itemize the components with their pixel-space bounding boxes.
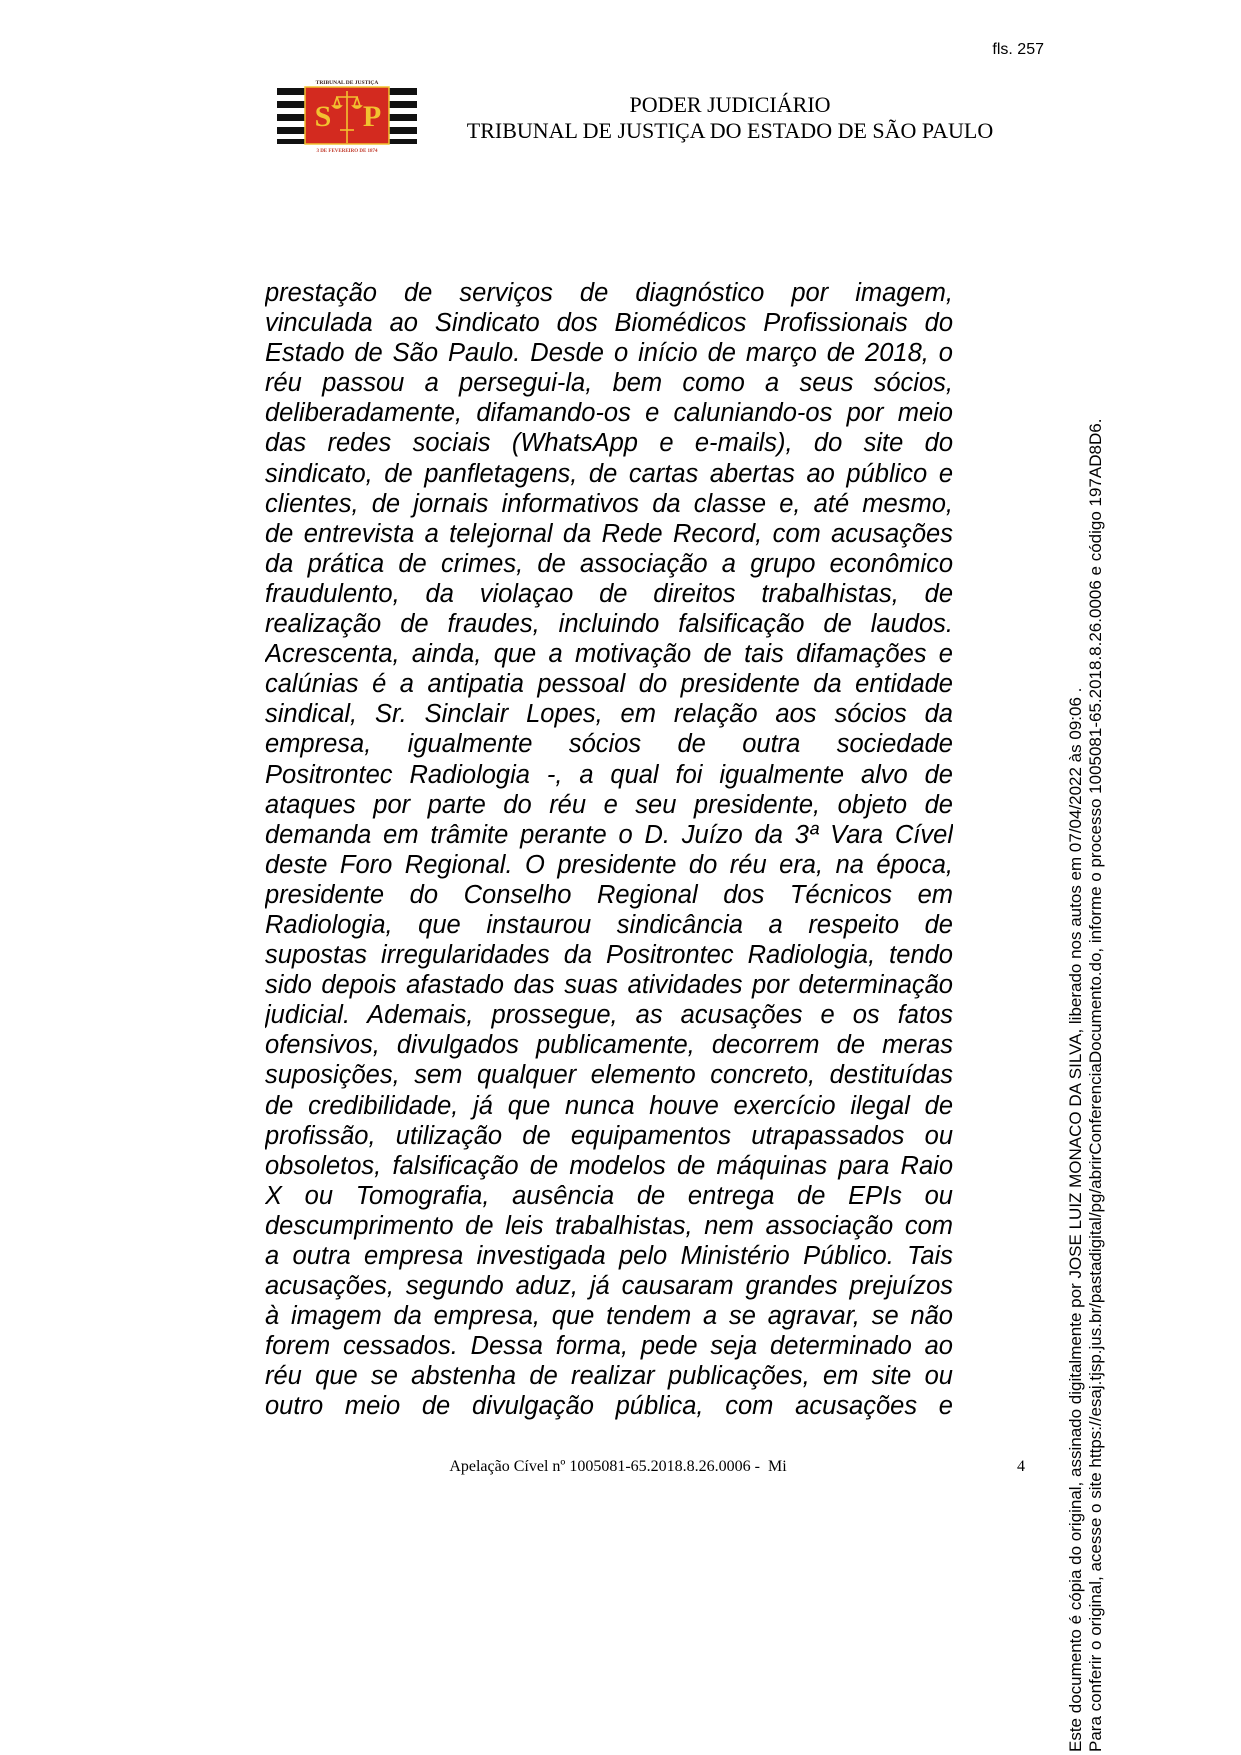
body-line: Acrescenta, ainda, que a motivação de tais difamações e: [265, 640, 953, 669]
logo-bottom-text: 3 DE FEVEREIRO DE 1874: [316, 149, 378, 154]
body-line: vinculada ao Sindicato dos Biomédicos Profissionais do: [265, 309, 953, 338]
folio-number: fls. 257: [992, 41, 1044, 58]
body-line: da prática de crimes, de associação a grupo econômico: [265, 549, 953, 578]
logo-letter-p: P: [362, 100, 382, 133]
body-line: à imagem da empresa, que tendem a se agravar, se não: [265, 1302, 953, 1331]
body-line: Radiologia, que instaurou sindicância a respeito de: [265, 910, 953, 939]
body-line: X ou Tomografia, ausência de entrega de EPIs ou: [265, 1181, 953, 1210]
body-line: Estado de São Paulo. Desde o início de março de 2018, o: [265, 339, 953, 368]
verification-stamp-line: Para conferir o original, acesse o site https://esaj.tjsp.jus.br/pastadigital/pg/abrirConferenciaDocumento.do, informe o processo 1005081-65.2018.8.26.0006 e código 197AD8D6.: [1086, 418, 1105, 1752]
body-line: a outra empresa investigada pelo Ministério Público. Tais: [265, 1242, 953, 1270]
body-line: sindicato, de panfletagens, de cartas abertas ao público e: [265, 459, 953, 488]
body-line: supostas irregularidades da Positrontec Radiologia, tendo: [265, 941, 953, 970]
page-number: 4: [1017, 1458, 1025, 1475]
body-line: de entrevista a telejornal da Rede Record, com acusações: [265, 519, 953, 548]
body-line: de credibilidade, já que nunca houve exercício ilegal de: [265, 1091, 953, 1120]
body-line: outro meio de divulgação pública, com acusações e: [265, 1392, 953, 1421]
body-line: calúnias é a antipatia pessoal do presidente da entidade: [265, 670, 953, 699]
body-line: profissão, utilização de equipamentos utrapassados ou: [265, 1121, 953, 1150]
body-line: forem cessados. Dessa forma, pede seja determinado ao: [265, 1332, 953, 1361]
signature-stamp-line: Este documento é cópia do original, assinado digitalmente por JOSE LUIZ MONACO DA SILVA, liberado nos autos em 07/04/2022 às 09:06 .: [1066, 687, 1085, 1752]
body-line: sindical, Sr. Sinclair Lopes, em relação aos sócios da: [265, 700, 953, 729]
body-line: réu que se abstenha de realizar publicações, em site ou: [265, 1362, 953, 1391]
body-line: clientes, de jornais informativos da classe e, até mesmo,: [265, 489, 953, 518]
body-line: suposições, sem qualquer elemento concreto, destituídas: [265, 1061, 953, 1090]
body-line: prestação de serviços de diagnóstico por imagem,: [265, 279, 953, 307]
logo-top-text: TRIBUNAL DE JUSTIÇA: [315, 80, 379, 86]
body-line: ataques por parte do réu e seu presidente, objeto de: [265, 790, 953, 819]
body-line: demanda em trâmite perante o D. Juízo da 3ª Vara Cível: [265, 820, 953, 849]
body-line: Positrontec Radiologia -, a qual foi igualmente alvo de: [265, 760, 953, 789]
logo-letter-s: S: [314, 100, 332, 133]
body-line: das redes sociais (WhatsApp e e-mails), do site do: [265, 429, 953, 458]
body-line: empresa, igualmente sócios de outra sociedade: [265, 730, 953, 759]
header-institution: PODER JUDICIÁRIO: [629, 92, 831, 117]
body-line: sido depois afastado das suas atividades por determinação: [265, 971, 953, 1000]
body-line: deste Foro Regional. O presidente do réu era, na época,: [265, 850, 953, 879]
body-line: fraudulento, da violaçao de direitos trabalhistas, de: [265, 579, 953, 608]
body-line: obsoletos, falsificação de modelos de máquinas para Raio: [265, 1151, 953, 1180]
body-line: deliberadamente, difamando-os e caluniando-os por meio: [265, 399, 953, 428]
header-court-name: TRIBUNAL DE JUSTIÇA DO ESTADO DE SÃO PAULO: [466, 118, 994, 143]
digital-signature-stamp: [1066, 230, 1106, 1752]
body-line: acusações, segundo aduz, já causaram grandes prejuízos: [265, 1272, 953, 1301]
body-line: judicial. Ademais, prossegue, as acusações e os fatos: [265, 1001, 953, 1030]
body-line: realização de fraudes, incluindo falsificação de laudos.: [265, 610, 953, 639]
body-line: réu passou a persegui-la, bem como a seus sócios,: [265, 369, 953, 398]
body-line: descumprimento de leis trabalhistas, nem associação com: [265, 1211, 953, 1240]
body-line: presidente do Conselho Regional dos Técnicos em: [265, 880, 953, 909]
case-reference: Apelação Cível nº 1005081-65.2018.8.26.0006 - Mi: [449, 1458, 787, 1475]
body-text: [265, 278, 953, 1422]
tjsp-logo: [277, 78, 417, 154]
page-header: [430, 92, 1030, 144]
body-line: ofensivos, divulgados publicamente, decorrem de meras: [265, 1031, 953, 1060]
